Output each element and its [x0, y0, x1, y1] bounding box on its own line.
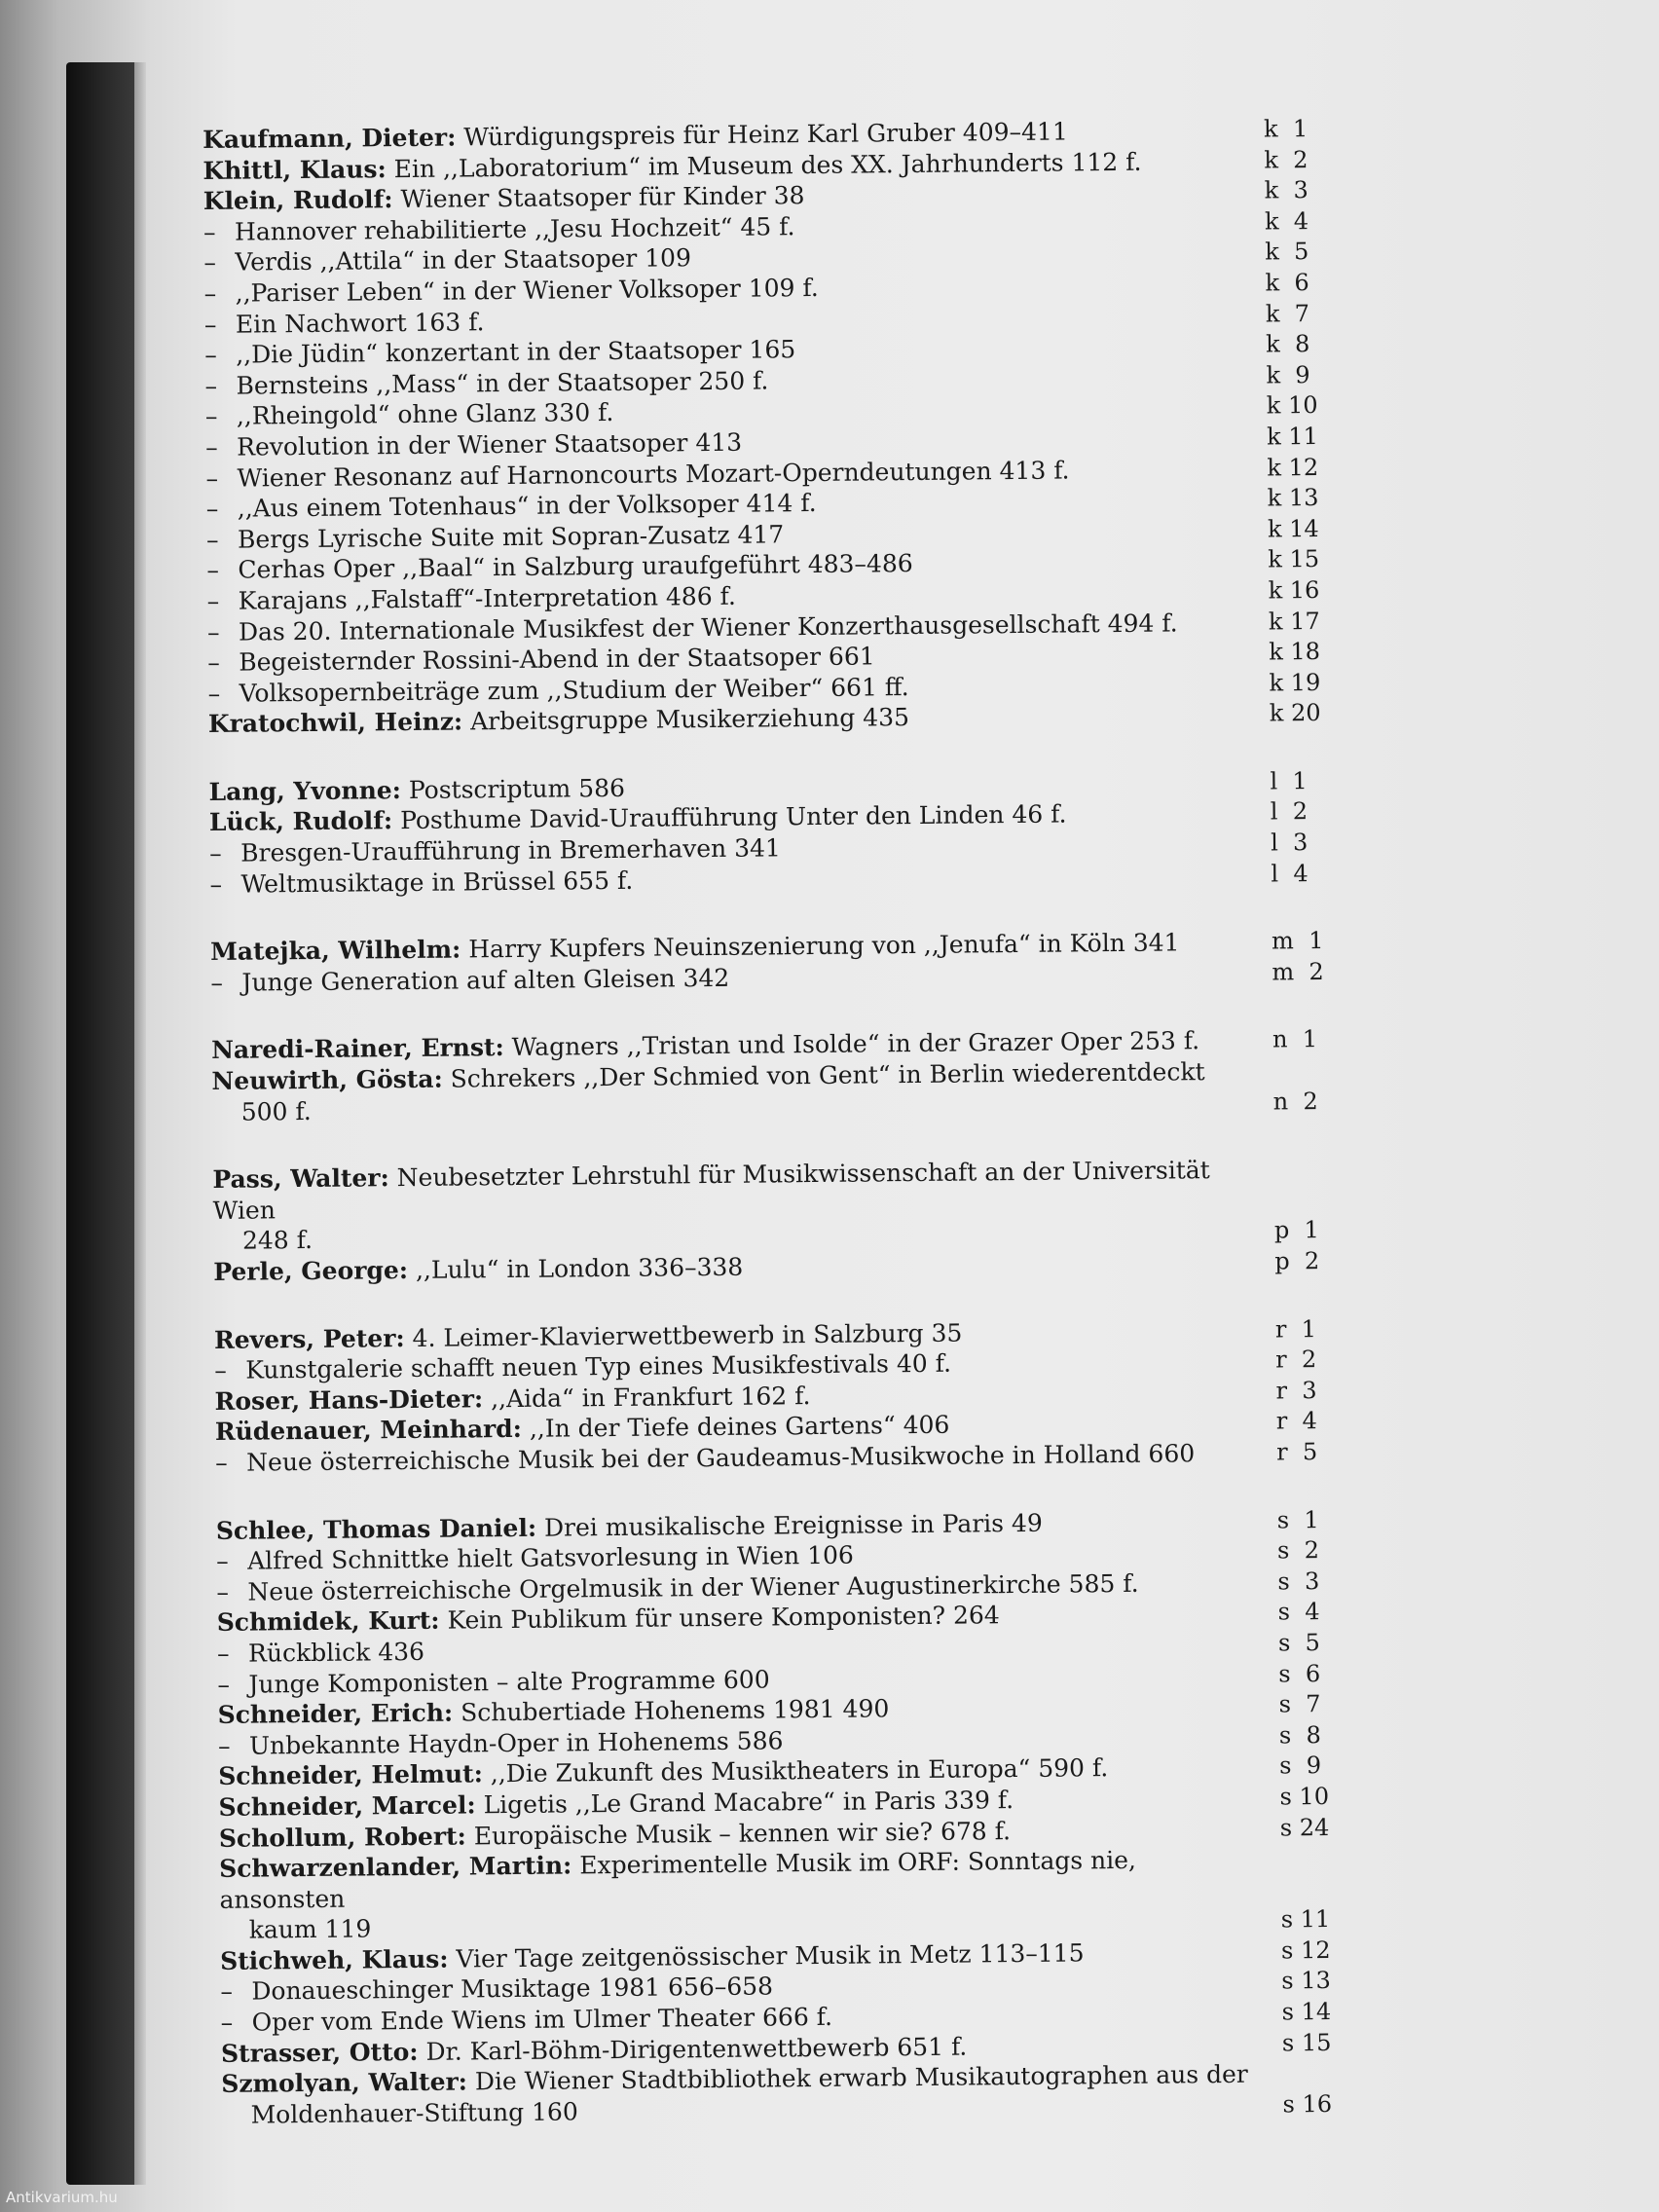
continuation-dash: –: [216, 1546, 229, 1576]
continuation-dash: –: [203, 248, 217, 277]
entry-code: s 2: [1276, 1536, 1320, 1565]
watermark: Antikvarium.hu: [6, 2189, 118, 2206]
entry-code: k 14: [1267, 514, 1319, 543]
entry-title: Die Wiener Stadtbibliothek erwarb Musikautographen aus der: [474, 2060, 1248, 2096]
continuation-dash: –: [216, 1577, 230, 1606]
entry-code: s 12: [1280, 1936, 1331, 1965]
entry-title: Ein ,,Laboratorium“ im Museum des XX. Jahrhunderts 112 f.: [393, 147, 1142, 183]
index-section: [212, 1154, 1391, 1288]
continuation-dash: –: [217, 1731, 231, 1760]
entry-code: k 20: [1269, 699, 1321, 727]
entry-title-continuation: 248 f.: [241, 1226, 313, 1256]
entry-title: Postscriptum 586: [408, 773, 626, 804]
entry-title: Bergs Lyrische Suite mit Sopran-Zusatz 417: [237, 520, 785, 554]
entry-code: k 2: [1264, 145, 1309, 174]
entry-code: s 7: [1278, 1690, 1321, 1718]
index-section: [216, 1504, 1400, 2130]
entry-author: Schneider, Erich:: [217, 1698, 454, 1730]
entry-title: Volksopernbeiträge zum ,,Studium der Weiber“ 661 ff.: [239, 672, 909, 708]
continuation-dash: –: [205, 463, 219, 493]
entry-code: s 15: [1281, 2028, 1332, 2057]
entry-code: k 17: [1268, 607, 1320, 636]
entry-code: k 5: [1265, 238, 1309, 266]
entry-code: s 24: [1279, 1813, 1330, 1841]
entry-title: Kunstgalerie schafft neuen Typ eines Musikfestivals 40 f.: [245, 1348, 952, 1384]
continuation-dash: –: [220, 1977, 234, 2007]
entry-code: m 2: [1272, 957, 1324, 986]
entry-title: Ein Nachwort 163 f.: [235, 307, 485, 339]
continuation-dash: –: [206, 586, 220, 615]
entry-author: Rüdenauer, Meinhard:: [214, 1415, 523, 1447]
entry-code: m 1: [1271, 927, 1324, 955]
entry-author: Schmidek, Kurt:: [216, 1606, 440, 1638]
entry-code: s 8: [1278, 1720, 1321, 1750]
index-section: [208, 765, 1387, 900]
entry-code: l 4: [1271, 859, 1309, 888]
entry-author: Strasser, Otto:: [220, 2037, 419, 2068]
entry-author: Naredi-Rainer, Ernst:: [210, 1033, 504, 1065]
entry-title: Schrekers ,,Der Schmied von Gent“ in Berlin wiederentdeckt: [450, 1057, 1205, 1093]
entry-title: Weltmusiktage in Brüssel 655 f.: [240, 866, 634, 899]
entry-title: Rückblick 436: [247, 1637, 425, 1668]
entry-code: k 13: [1267, 484, 1319, 512]
continuation-dash: –: [215, 1448, 228, 1477]
entry-title: Neue österreichische Orgelmusik in der Wiener Augustinerkirche 585 f.: [247, 1568, 1139, 1606]
entry-title: Kein Publikum für unsere Komponisten? 264: [447, 1601, 1000, 1635]
entry-code: k 15: [1268, 545, 1320, 573]
entry-code: s 11: [1280, 1905, 1331, 1934]
entry-title: Oper vom Ende Wiens im Ulmer Theater 666 f.: [251, 2002, 833, 2037]
entry-title: Karajans ,,Falstaff“-Interpretation 486 f.: [238, 581, 737, 615]
continuation-dash: –: [217, 1670, 231, 1699]
entry-author: Kaufmann, Dieter:: [203, 123, 457, 154]
entry-title: Wagners ,,Tristan und Isolde“ in der Grazer Oper 253 f.: [511, 1026, 1200, 1062]
entry-author: Neuwirth, Gösta:: [211, 1064, 443, 1095]
entry-title: Harry Kupfers Neuinszenierung von ,,Jenufa“ in Köln 341: [468, 928, 1180, 964]
entry-author: Roser, Hans-Dieter:: [214, 1384, 484, 1416]
entry-author: Schollum, Robert:: [218, 1821, 466, 1853]
entry-author: Schneider, Marcel:: [218, 1790, 476, 1822]
entry-code: l 3: [1270, 829, 1309, 857]
entry-code: k 16: [1268, 575, 1320, 605]
entry-code: s 4: [1277, 1598, 1320, 1626]
continuation-dash: –: [206, 556, 220, 585]
entry-author: Lang, Yvonne:: [208, 775, 402, 806]
index-entry: [219, 1842, 1398, 1945]
entry-title: Hannover rehabilitierte ,,Jesu Hochzeit“ 45 f.: [234, 211, 795, 246]
entry-author: Khittl, Klaus:: [203, 154, 387, 185]
entry-author: Schneider, Helmut:: [218, 1759, 484, 1791]
entry-code: s 1: [1276, 1505, 1319, 1534]
entry-author: Perle, George:: [213, 1256, 409, 1286]
index-entry: [211, 1054, 1390, 1127]
entry-title: ,,Aida“ in Frankfurt 162 f.: [490, 1381, 811, 1413]
index-entry: [212, 1154, 1391, 1257]
entry-title: Junge Generation auf alten Gleisen 342: [241, 963, 730, 997]
entry-author: Revers, Peter:: [213, 1323, 405, 1354]
entry-author: Kratochwil, Heinz:: [207, 707, 463, 739]
entry-title: ,,Rheingold“ ohne Glanz 330 f.: [236, 398, 614, 431]
entry-title: Das 20. Internationale Musikfest der Wiener Konzerthausgesellschaft 494 f.: [238, 608, 1178, 646]
entry-title: ,,Lulu“ in London 336–338: [415, 1252, 744, 1284]
entry-code: k 12: [1267, 453, 1319, 482]
entry-code: n 2: [1272, 1087, 1318, 1116]
entry-title: Neue österreichische Musik bei der Gaudeamus-Musikwoche in Holland 660: [246, 1439, 1196, 1477]
entry-title: Posthume David-Uraufführung Unter den Linden 46 f.: [399, 799, 1067, 835]
entry-code: k 1: [1263, 115, 1309, 143]
entry-title: Bresgen-Uraufführung in Bremerhaven 341: [240, 833, 781, 867]
entry-title: 4. Leimer-Klavierwettbewerb in Salzburg 35: [412, 1318, 963, 1352]
entry-title: Verdis ,,Attila“ in der Staatsoper 109: [235, 243, 692, 277]
entry-title: Cerhas Oper ,,Baal“ in Salzburg uraufgeführt 483–486: [238, 549, 913, 584]
continuation-dash: –: [205, 432, 218, 461]
entry-code: p 1: [1273, 1216, 1319, 1244]
entry-code: r 2: [1275, 1346, 1317, 1374]
entry-title: Alfred Schnittke hielt Gatsvorlesung in Wien 106: [247, 1540, 854, 1575]
entry-code: k 10: [1266, 391, 1318, 420]
continuation-dash: –: [214, 1356, 227, 1385]
entry-title-continuation: 500 f.: [240, 1096, 312, 1126]
entry-code: n 1: [1272, 1025, 1318, 1053]
entry-code: p 2: [1274, 1247, 1320, 1275]
entry-title: Schubertiade Hohenems 1981 490: [461, 1694, 890, 1727]
author-index: [203, 113, 1400, 2167]
continuation-dash: –: [205, 525, 219, 554]
continuation-dash: –: [204, 341, 217, 370]
continuation-dash: –: [203, 217, 216, 246]
entry-author: Klein, Rudolf:: [203, 185, 393, 216]
entry-title: Wiener Resonanz auf Harnoncourts Mozart-Operndeutungen 413 f.: [237, 455, 1070, 493]
continuation-dash: –: [203, 278, 217, 308]
entry-code: k 8: [1266, 330, 1310, 358]
entry-code: k 7: [1265, 299, 1310, 328]
continuation-dash: –: [204, 402, 218, 431]
continuation-dash: –: [209, 869, 223, 899]
entry-code: s 6: [1278, 1659, 1321, 1687]
entry-code: s 3: [1277, 1567, 1320, 1596]
entry-title: Europäische Musik – kennen wir sie? 678 f.: [473, 1816, 1012, 1850]
entry-code: k 19: [1269, 668, 1321, 697]
book-spine: [0, 0, 146, 2212]
entry-title: Drei musikalische Ereignisse in Paris 49: [543, 1508, 1043, 1542]
entry-code: s 10: [1279, 1782, 1330, 1811]
continuation-dash: –: [207, 647, 220, 678]
entry-title-continuation: kaum 119: [248, 1914, 372, 1944]
entry-title: Vier Tage zeitgenössischer Musik in Metz 113–115: [456, 1938, 1085, 1973]
entry-title: ,,Aus einem Totenhaus“ in der Volksoper 414 f.: [237, 489, 817, 523]
entry-code: l 1: [1270, 767, 1308, 795]
entry-title: Junge Komponisten – alte Programme 600: [248, 1665, 770, 1699]
entry-code: s 16: [1282, 2089, 1333, 2119]
spine-band: [66, 62, 134, 2185]
entry-title: ,,Die Jüdin“ konzertant in der Staatsoper 165: [236, 335, 796, 369]
entry-title: Begeisternder Rossini-Abend in der Staatsoper 661: [239, 642, 875, 677]
entry-author: Pass, Walter:: [212, 1163, 389, 1195]
entry-code: l 2: [1270, 797, 1309, 826]
continuation-dash: –: [204, 371, 218, 400]
continuation-dash: –: [206, 617, 220, 646]
entry-author: Schlee, Thomas Daniel:: [215, 1513, 537, 1545]
entry-title: Neubesetzter Lehrstuhl für Musikwissenschaft an der Universität Wien: [212, 1156, 1210, 1225]
entry-author: Matejka, Wilhelm:: [210, 935, 461, 967]
entry-title: Experimentelle Musik im ORF: Sonntags nie, ansonsten: [219, 1845, 1137, 1914]
entry-title: ,,Die Zukunft des Musiktheaters in Europa“ 590 f.: [490, 1753, 1109, 1788]
entry-title: Wiener Staatsoper für Kinder 38: [400, 181, 805, 214]
entry-code: s 13: [1281, 1967, 1331, 1995]
index-section: [214, 1313, 1393, 1479]
page-edge: [134, 62, 146, 2185]
entry-code: k 18: [1269, 638, 1321, 666]
entry-title: Revolution in der Wiener Staatsoper 413: [237, 427, 743, 461]
entry-title: Würdigungspreis für Heinz Karl Gruber 409–411: [463, 117, 1068, 152]
index-section: [203, 113, 1386, 739]
entry-code: k 6: [1265, 269, 1309, 297]
continuation-dash: –: [210, 968, 224, 997]
entry-title: Bernsteins ,,Mass“ in der Staatsoper 250 f.: [236, 366, 769, 400]
entry-title: Ligetis ,,Le Grand Macabre“ in Paris 339 f.: [483, 1785, 1014, 1820]
entry-author: Szmolyan, Walter:: [221, 2067, 468, 2099]
entry-title: Unbekannte Haydn-Oper in Hohenems 586: [248, 1726, 784, 1760]
entry-title: Dr. Karl-Böhm-Dirigentenwettbewerb 651 f.: [425, 2032, 968, 2066]
entry-code: s 5: [1277, 1628, 1320, 1657]
entry-code: k 3: [1264, 176, 1309, 204]
index-section: [211, 1024, 1390, 1127]
entry-title-continuation: Moldenhauer-Stiftung 160: [250, 2097, 578, 2129]
entry-title: Donaueschinger Musiktage 1981 656–658: [251, 1972, 774, 2007]
index-entry: [221, 2058, 1400, 2131]
entry-code: r 3: [1275, 1376, 1317, 1405]
continuation-dash: –: [220, 2008, 234, 2037]
index-section: [210, 926, 1389, 999]
entry-code: s 9: [1279, 1751, 1322, 1780]
entry-code: k 9: [1266, 360, 1310, 389]
continuation-dash: –: [207, 679, 221, 708]
continuation-dash: –: [209, 838, 222, 868]
entry-author: Lück, Rudolf:: [208, 806, 393, 837]
entry-code: r 5: [1276, 1438, 1318, 1466]
entry-title: ,,Pariser Leben“ in der Wiener Volksoper 109 f.: [235, 273, 819, 308]
entry-author: Schwarzenlander, Martin:: [219, 1851, 572, 1884]
entry-code: s 14: [1281, 1998, 1332, 2026]
continuation-dash: –: [203, 310, 217, 339]
entry-title: ,,In der Tiefe deines Gartens“ 406: [529, 1411, 950, 1444]
entry-author: Stichweh, Klaus:: [219, 1944, 449, 1975]
entry-code: k 11: [1266, 422, 1318, 451]
entry-code: r 1: [1274, 1314, 1317, 1344]
entry-title: Arbeitsgruppe Musikerziehung 435: [469, 703, 910, 736]
entry-code: r 4: [1275, 1407, 1317, 1435]
continuation-dash: –: [216, 1639, 230, 1668]
continuation-dash: –: [205, 494, 219, 524]
entry-code: k 4: [1264, 206, 1309, 236]
